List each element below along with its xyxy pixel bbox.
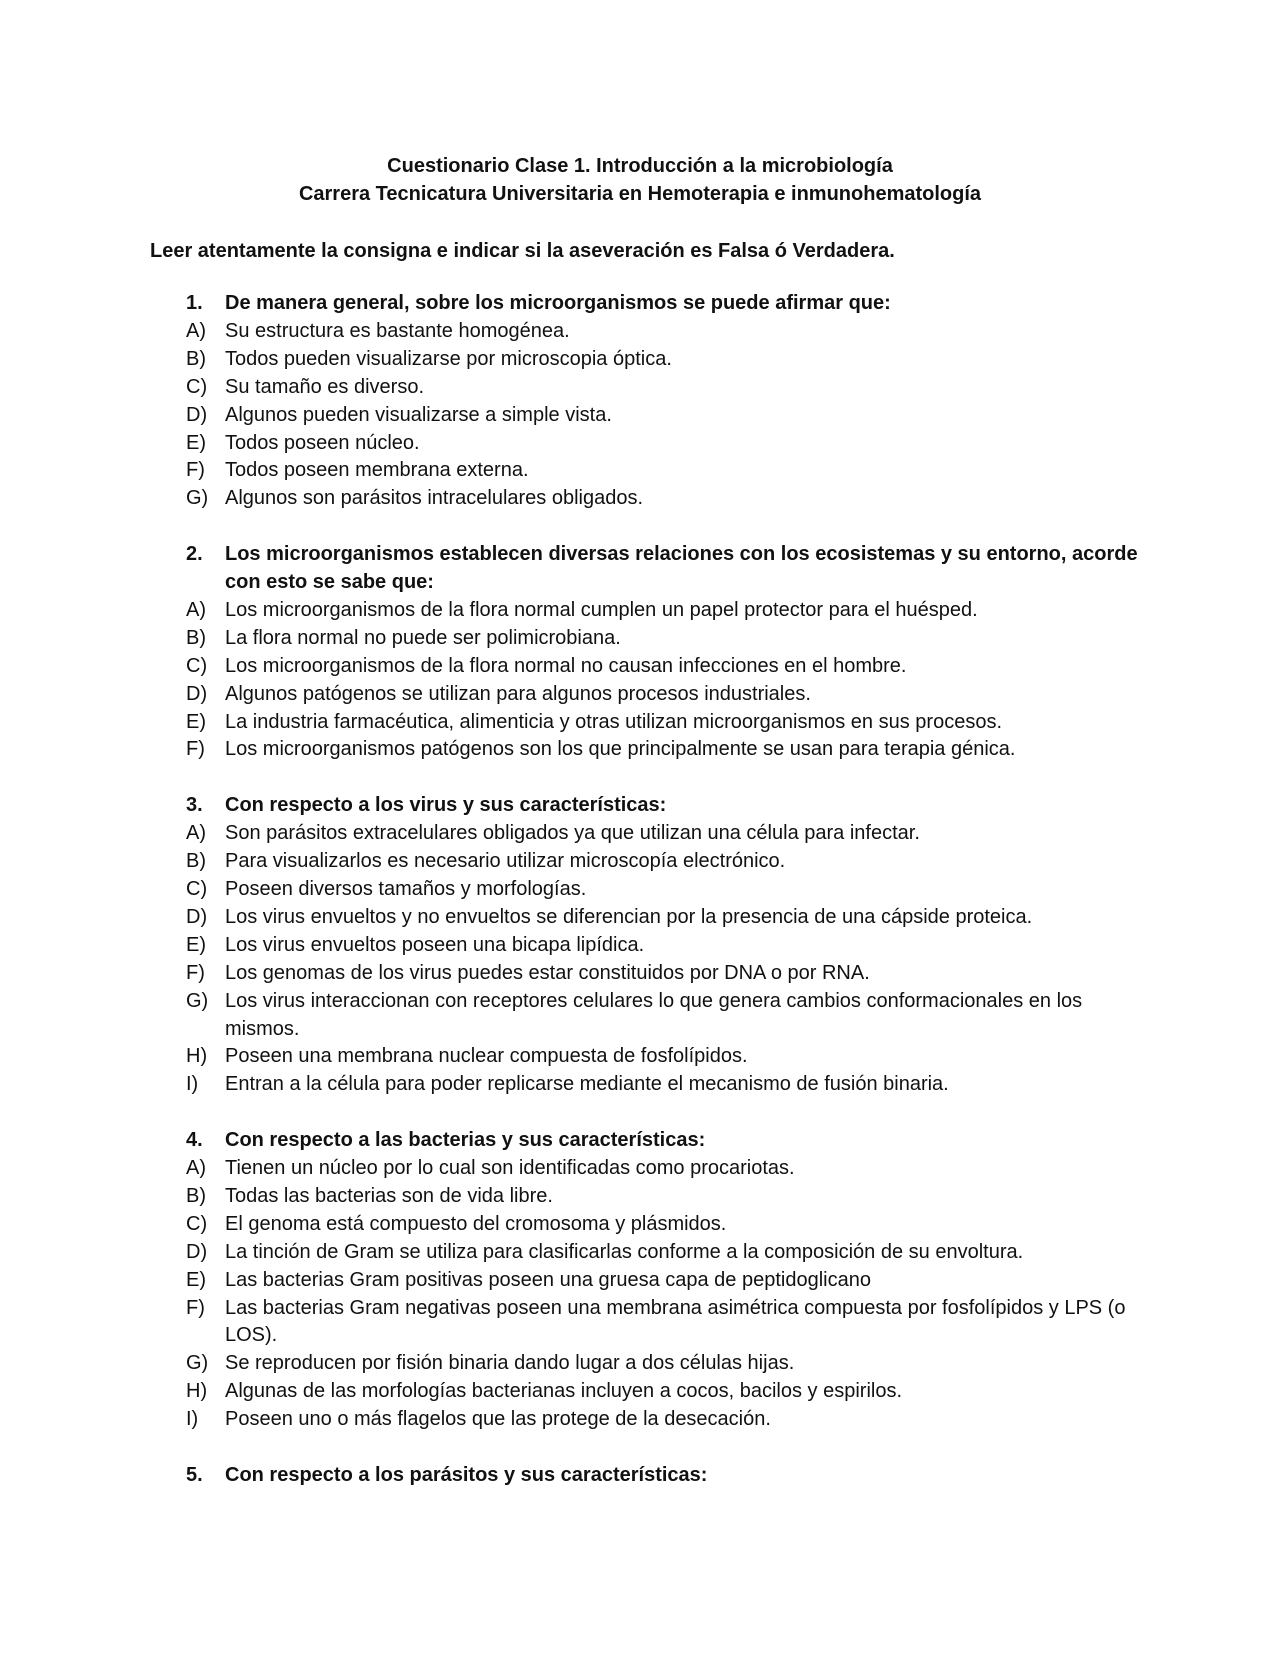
option-text: Las bacterias Gram negativas poseen una membrana asimétrica compuesta por fosfolípidos y LPS (o LOS). [225,1296,1126,1347]
option-text: Son parásitos extracelulares obligados ya que utilizan una célula para infectar. [225,822,920,845]
answer-option [186,1239,1146,1267]
option-text: Su tamaño es diverso. [225,375,424,398]
option-letter: F) [186,961,205,984]
option-text: Todos pueden visualizarse por microscopia óptica. [225,347,672,370]
question-number: 4. [186,1129,203,1152]
option-text: Algunos son parásitos intracelulares obligados. [225,487,644,510]
question-heading [186,1462,1146,1490]
answer-option [186,988,1146,1044]
question-3 [186,792,1146,1099]
answer-option [186,625,1146,653]
answer-option [186,820,1146,848]
document-title: Cuestionario Clase 1. Introducción a la microbiología [387,155,893,177]
answer-option [186,876,1146,904]
answer-option [186,1155,1146,1183]
answer-option [186,1406,1146,1434]
question-number: 5. [186,1464,203,1486]
option-text: Los genomas de los virus puedes estar constituidos por DNA o por RNA. [225,961,870,984]
option-letter: E) [186,431,206,454]
option-text: Su estructura es bastante homogénea. [225,319,570,342]
question-number: 1. [186,292,203,314]
option-letter: A) [186,319,206,342]
option-letter: B) [186,850,206,873]
answer-option [186,1183,1146,1211]
option-text: Entran a la célula para poder replicarse mediante el mecanismo de fusión binaria. [225,1073,949,1096]
answer-option [186,1350,1146,1378]
question-2 [186,541,1146,764]
answer-option [186,1043,1146,1071]
option-letter: C) [186,1212,208,1235]
option-text: Algunas de las morfologías bacterianas incluyen a cocos, bacilos y espirilos. [225,1380,903,1403]
answer-option [186,904,1146,932]
question-1 [186,290,1146,513]
option-text: Poseen uno o más flagelos que las protege de la desecación. [225,1408,771,1431]
option-letter: G) [186,1352,209,1375]
option-text: Los microorganismos de la flora normal no causan infecciones en el hombre. [225,654,907,677]
question-heading [186,541,1146,597]
option-letter: D) [186,682,208,705]
option-text: Tienen un núcleo por lo cual son identificadas como procariotas. [225,1157,795,1180]
option-letter: A) [186,822,206,845]
answer-option [186,848,1146,876]
option-text: Los virus envueltos y no envueltos se diferencian por la presencia de una cápside proteica. [225,905,1033,928]
question-4 [186,1127,1146,1434]
option-letter: G) [186,989,209,1012]
option-text: Se reproducen por fisión binaria dando lugar a dos células hijas. [225,1352,795,1375]
answer-option [186,653,1146,681]
question-text: Con respecto a los virus y sus características: [225,794,667,817]
answer-option [186,1295,1146,1351]
answer-option [186,1071,1146,1099]
option-letter: B) [186,1184,206,1207]
option-letter: B) [186,347,206,370]
answer-option [186,1211,1146,1239]
option-text: Los microorganismos de la flora normal cumplen un papel protector para el huésped. [225,598,978,621]
option-text: Algunos patógenos se utilizan para algunos procesos industriales. [225,682,811,705]
answer-option [186,346,1146,374]
question-number: 3. [186,794,203,817]
instruction-text: Leer atentamente la consigna e indicar si la aseveración es Falsa ó Verdadera. [150,240,895,262]
option-letter: D) [186,403,208,426]
question-list [186,290,1146,1518]
option-letter: B) [186,626,206,649]
question-text: Los microorganismos establecen diversas relaciones con los ecosistemas y su entorno, acorde con esto se sabe que: [225,543,1138,594]
answer-option [186,597,1146,625]
option-letter: H) [186,1045,208,1068]
option-letter: D) [186,1240,208,1263]
option-text: Los virus interaccionan con receptores celulares lo que genera cambios conformacionales en los mismos. [225,989,1083,1040]
option-text: Todos poseen membrana externa. [225,459,529,482]
option-letter: C) [186,878,208,900]
answer-option [186,1378,1146,1406]
option-letter: F) [186,738,205,761]
answer-option [186,485,1146,513]
document-header [0,152,1280,208]
option-letter: I) [186,1073,199,1096]
answer-option [186,736,1146,764]
option-text: Todos poseen núcleo. [225,431,420,454]
option-letter: A) [186,598,206,621]
option-text: Los virus envueltos poseen una bicapa lipídica. [225,933,645,956]
question-heading [186,1127,1146,1155]
option-text: Los microorganismos patógenos son los que principalmente se usan para terapia génica. [225,738,1016,761]
answer-option [186,960,1146,988]
question-heading [186,792,1146,820]
option-text: La tinción de Gram se utiliza para clasificarlas conforme a la composición de su envoltura. [225,1240,1024,1263]
answer-option [186,318,1146,346]
question-number: 2. [186,543,203,566]
option-letter: C) [186,654,208,677]
answer-option [186,932,1146,960]
answer-option [186,402,1146,430]
document-subtitle: Carrera Tecnicatura Universitaria en Hemoterapia e inmunohematología [298,183,982,205]
option-letter: E) [186,1268,206,1291]
option-text: Poseen una membrana nuclear compuesta de fosfolípidos. [225,1045,748,1068]
option-letter: E) [186,933,206,956]
answer-option [186,430,1146,458]
answer-option [186,1267,1146,1295]
option-letter: F) [186,459,205,482]
question-text: Con respecto a los parásitos y sus características: [225,1464,708,1486]
option-text: La flora normal no puede ser polimicrobiana. [225,626,621,649]
question-text: De manera general, sobre los microorganismos se puede afirmar que: [225,292,891,314]
question-5 [186,1462,1146,1490]
option-text: Algunos pueden visualizarse a simple vista. [225,403,612,426]
option-text: El genoma está compuesto del cromosoma y plásmidos. [225,1212,727,1235]
option-letter: C) [186,375,208,398]
option-text: Las bacterias Gram positivas poseen una gruesa capa de peptidoglicano [225,1268,871,1291]
option-letter: A) [186,1157,206,1180]
answer-option [186,374,1146,402]
option-text: Para visualizarlos es necesario utilizar microscopía electrónico. [225,850,786,873]
question-text: Con respecto a las bacterias y sus características: [225,1129,706,1152]
option-text: Todas las bacterias son de vida libre. [225,1184,553,1207]
answer-option [186,681,1146,709]
option-letter: H) [186,1380,208,1403]
option-letter: D) [186,905,208,928]
option-text: La industria farmacéutica, alimenticia y otras utilizan microorganismos en sus procesos. [225,710,1003,733]
option-letter: G) [186,487,209,510]
answer-option [186,457,1146,485]
option-text: Poseen diversos tamaños y morfologías. [225,878,587,900]
option-letter: E) [186,710,206,733]
question-heading [186,290,1146,318]
option-letter: F) [186,1296,205,1319]
answer-option [186,709,1146,737]
option-letter: I) [186,1408,199,1431]
